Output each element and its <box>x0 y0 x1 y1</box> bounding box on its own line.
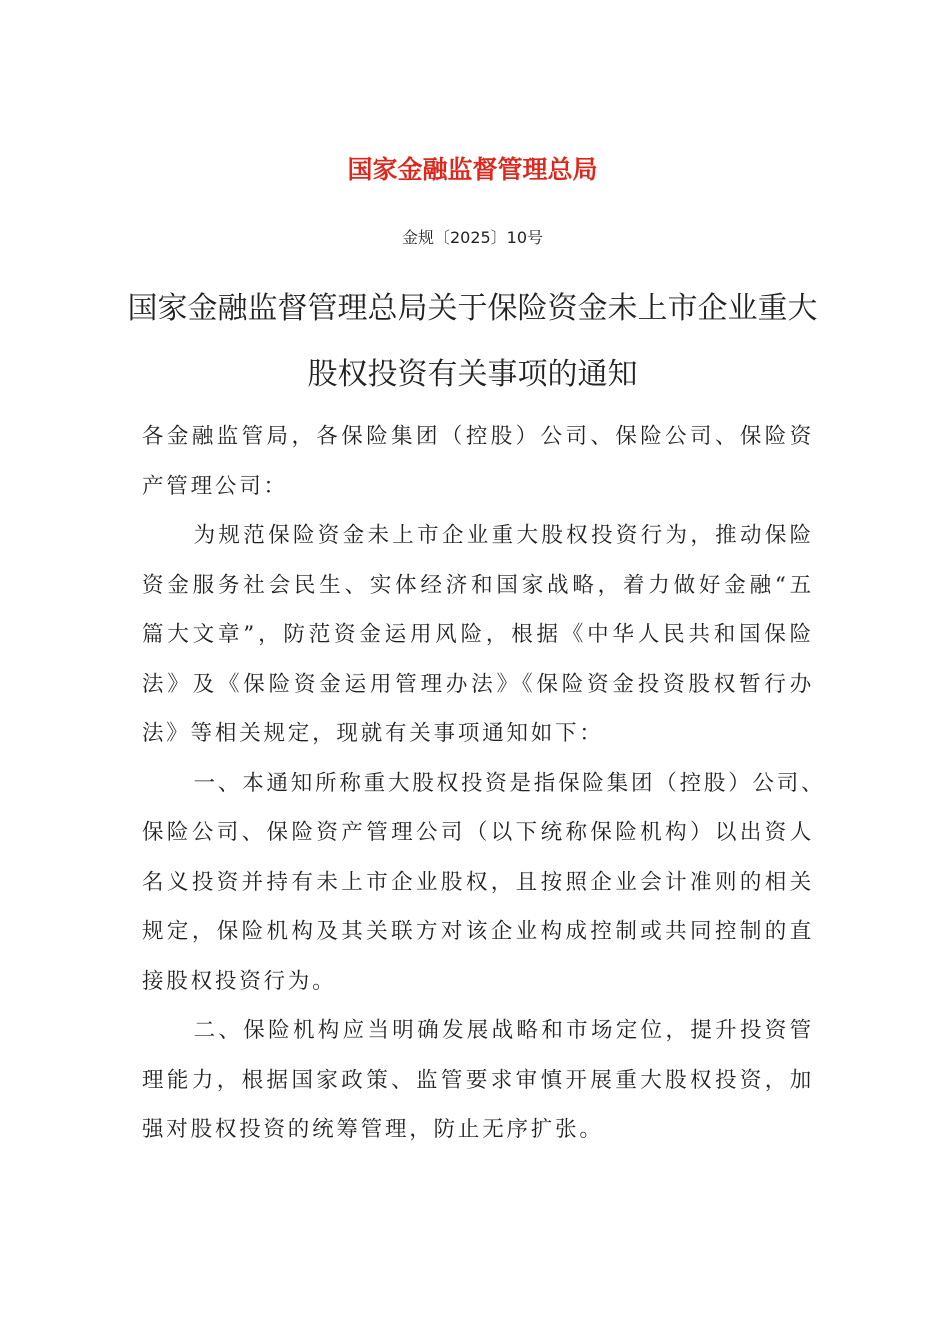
intro-line: 法》及《保险资金运用管理办法》《保险资金投资股权暂行办 <box>142 671 814 697</box>
intro-line: 篇大文章”，防范资金运用风险，根据《中华人民共和国保险 <box>142 622 814 647</box>
issuer-name: 国家金融监督管理总局 <box>347 155 598 184</box>
document-title-line-1: 国家金融监督管理总局关于保险资金未上市企业重大 <box>127 291 818 326</box>
document-body <box>142 412 826 1155</box>
salutation-paragraph <box>142 412 814 511</box>
clause-2-line: 理能力，根据国家政策、监管要求审慎开展重大股权投资，加 <box>142 1067 814 1093</box>
clause-1-line: 一、本通知所称重大股权投资是指保险集团（控股）公司、 <box>193 770 826 796</box>
document-title <box>110 276 835 408</box>
salutation-line: 产管理公司： <box>142 473 288 499</box>
clause-1-paragraph <box>142 759 826 1007</box>
intro-line: 法》等相关规定，现就有关事项通知如下： <box>142 721 604 746</box>
clause-2-line: 强对股权投资的统筹管理，防止无序扩张。 <box>142 1117 604 1142</box>
clause-2-line: 二、保险机构应当明确发展战略和市场定位，提升投资管 <box>193 1018 814 1043</box>
document-number: 金规〔2025〕10号 <box>401 228 544 247</box>
clause-1-line: 保险公司、保险资产管理公司（以下统称保险机构）以出资人 <box>142 820 814 845</box>
clause-1-line: 名义投资并持有未上市企业股权，且按照企业会计准则的相关 <box>142 869 814 895</box>
salutation-line: 各金融监管局，各保险集团（控股）公司、保险公司、保险资 <box>142 424 814 449</box>
clause-1-line: 接股权投资行为。 <box>142 968 337 994</box>
intro-line: 为规范保险资金未上市企业重大股权投资行为，推动保险 <box>193 523 814 548</box>
clause-1-line: 规定，保险机构及其关联方对该企业构成控制或共同控制的直 <box>142 919 814 944</box>
intro-line: 资金服务社会民生、实体经济和国家战略，着力做好金融“五 <box>142 572 814 598</box>
document-title-line-2: 股权投资有关事项的通知 <box>307 357 638 392</box>
intro-paragraph <box>142 511 814 759</box>
clause-2-paragraph <box>142 1006 814 1155</box>
